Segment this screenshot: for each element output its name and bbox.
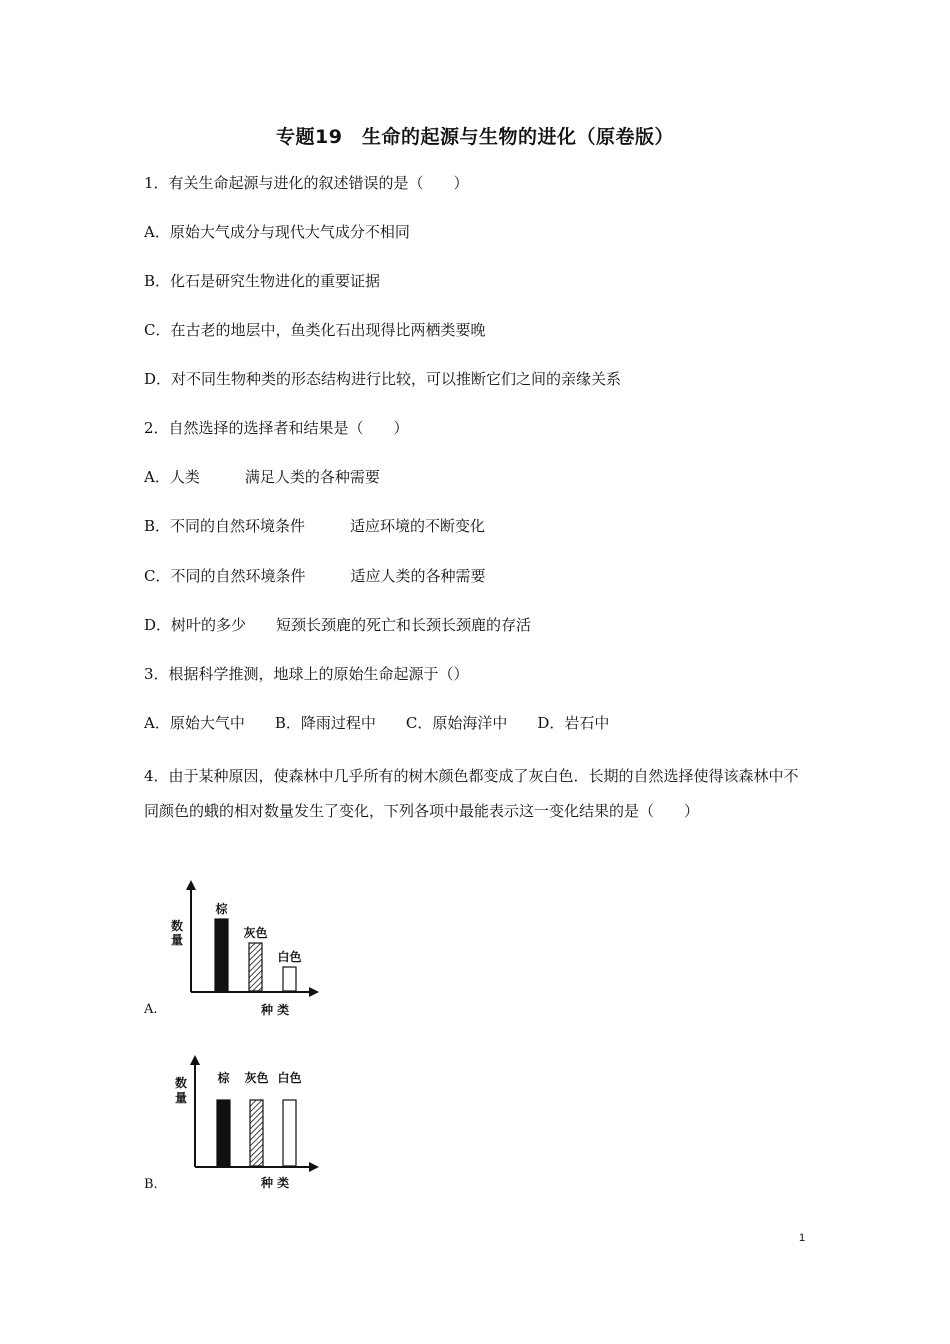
x-axis-arrow xyxy=(309,987,319,997)
y-axis-label-char-1: 数 xyxy=(171,919,184,933)
figure-b-bar-chart xyxy=(165,1055,325,1195)
figure-a-option-label: A. xyxy=(144,1002,158,1017)
bars-group xyxy=(215,901,302,991)
question-2-option-c: C．不同的自然环境条件 适应人类的各种需要 xyxy=(144,567,486,585)
question-3-stem: 3．根据科学推测，地球上的原始生命起源于（） xyxy=(144,665,469,683)
question-1-option-c: C．在古老的地层中，鱼类化石出现得比两栖类要晚 xyxy=(144,321,486,339)
question-1-option-a: A．原始大气成分与现代大气成分不相同 xyxy=(144,223,410,241)
y-axis-arrow xyxy=(190,1055,200,1065)
bar-label-2: 灰色 xyxy=(243,926,268,940)
bar-label-3: 白色 xyxy=(277,1071,302,1085)
bar-3 xyxy=(283,1100,296,1166)
page-number: 1 xyxy=(799,1232,806,1244)
bar-label-3: 白色 xyxy=(277,950,302,964)
bar-label-1: 棕 xyxy=(217,1071,230,1085)
bar-1 xyxy=(215,919,228,991)
question-2-option-b: B．不同的自然环境条件 适应环境的不断变化 xyxy=(144,517,486,535)
bar-label-1: 棕 xyxy=(215,902,228,916)
figure-b-option-label: B. xyxy=(144,1177,158,1192)
question-2-stem: 2．自然选择的选择者和结果是（ ） xyxy=(144,419,409,437)
question-4-stem: 4．由于某种原因，使森林中几乎所有的树木颜色都变成了灰白色．长期的自然选择使得该森林中不同颜色的蛾的相对数量发生了变化，下列各项中最能表示这一变化结果的是（ ） xyxy=(144,767,799,820)
question-3-options: A．原始大气中 B．降雨过程中 C．原始海洋中 D．岩石中 xyxy=(144,714,610,732)
bar-2 xyxy=(249,943,262,991)
bars-group xyxy=(217,1070,302,1166)
y-axis-label-char-1: 数 xyxy=(175,1076,188,1090)
question-1-option-b: B．化石是研究生物进化的重要证据 xyxy=(144,272,381,290)
y-axis-arrow xyxy=(186,880,196,890)
question-1-option-d: D．对不同生物种类的形态结构进行比较，可以推断它们之间的亲缘关系 xyxy=(144,370,622,388)
question-2-option-d: D．树叶的多少 短颈长颈鹿的死亡和长颈长颈鹿的存活 xyxy=(144,616,532,634)
bar-label-2: 灰色 xyxy=(244,1071,269,1085)
figure-a-bar-chart xyxy=(165,880,325,1020)
x-axis-arrow xyxy=(309,1162,319,1172)
bar-1 xyxy=(217,1100,230,1166)
page-title: 专题19 生命的起源与生物的进化（原卷版） xyxy=(276,126,674,148)
x-axis-label: 种 类 xyxy=(261,1176,290,1190)
question-2-option-a: A．人类 满足人类的各种需要 xyxy=(144,468,380,486)
y-axis-label-char-2: 量 xyxy=(175,1091,188,1105)
x-axis-label: 种 类 xyxy=(261,1003,290,1017)
bar-3 xyxy=(283,967,296,991)
bar-2 xyxy=(250,1100,263,1166)
y-axis-label-char-2: 量 xyxy=(171,933,184,947)
question-1-stem: 1．有关生命起源与进化的叙述错误的是（ ） xyxy=(144,174,469,192)
